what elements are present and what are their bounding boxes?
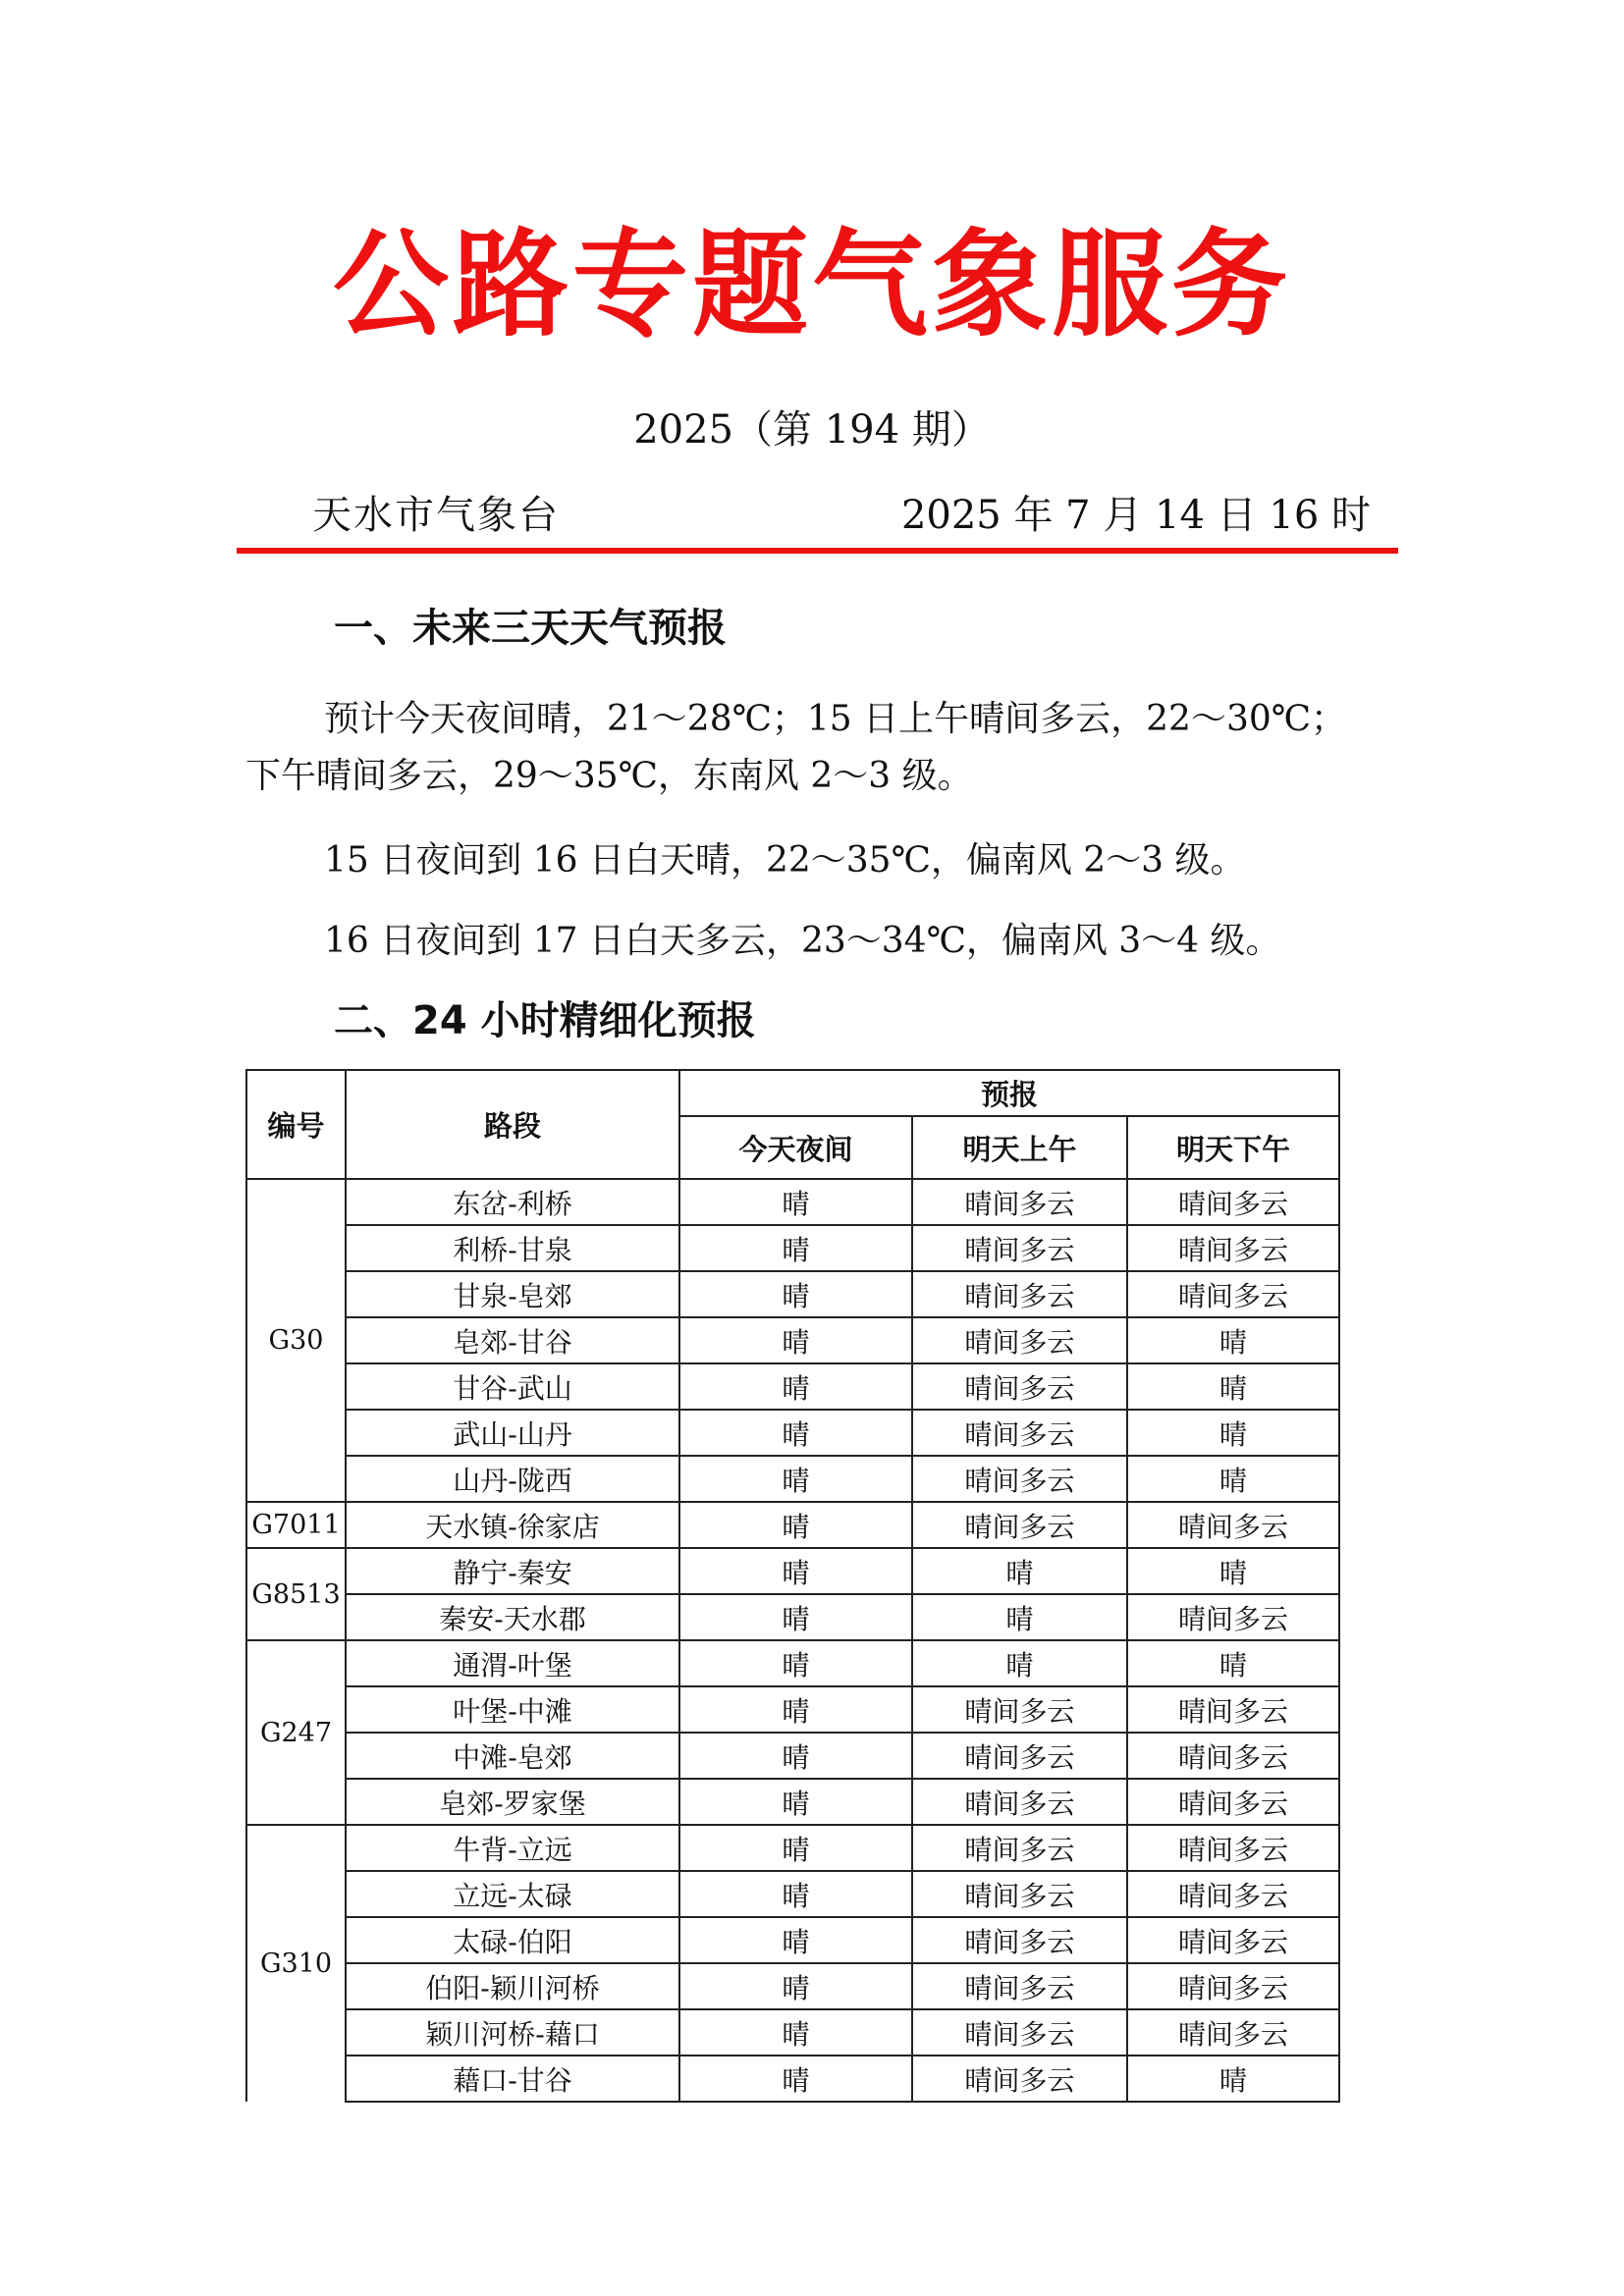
section-heading-24h: 二、24 小时精细化预报 bbox=[334, 998, 756, 1043]
table-row bbox=[246, 1963, 1339, 2009]
header-segment: 路段 bbox=[346, 1070, 679, 1179]
tonight-cell: 晴 bbox=[679, 1363, 912, 1410]
segment-cell: 甘泉-皂郊 bbox=[346, 1271, 679, 1317]
tomorrow-am-cell: 晴间多云 bbox=[912, 1686, 1127, 1733]
tomorrow-pm-cell: 晴间多云 bbox=[1127, 1594, 1339, 1640]
tomorrow-am-cell: 晴间多云 bbox=[912, 1410, 1127, 1456]
header-tomorrow-pm: 明天下午 bbox=[1127, 1116, 1339, 1179]
issuing-organization: 天水市气象台 bbox=[312, 493, 560, 538]
header-tonight: 今天夜间 bbox=[679, 1116, 912, 1179]
table-row bbox=[246, 1779, 1339, 1825]
road-code-cell: G30 bbox=[246, 1179, 346, 1502]
tomorrow-pm-cell: 晴 bbox=[1127, 1456, 1339, 1502]
table-row bbox=[246, 1225, 1339, 1271]
tomorrow-pm-cell: 晴 bbox=[1127, 1548, 1339, 1594]
tomorrow-pm-cell: 晴间多云 bbox=[1127, 1963, 1339, 2009]
forecast-paragraph-day2-text: 15 日夜间到 16 日白天晴，22～35℃，偏南风 2～3 级。 bbox=[324, 840, 1246, 881]
issue-number: 2025（第 194 期） bbox=[633, 407, 991, 453]
tonight-cell: 晴 bbox=[679, 1594, 912, 1640]
road-code-cell: G310 bbox=[246, 1825, 346, 2102]
tonight-cell: 晴 bbox=[679, 1317, 912, 1363]
segment-cell: 藉口-甘谷 bbox=[346, 2056, 679, 2102]
tomorrow-pm-cell: 晴间多云 bbox=[1127, 1686, 1339, 1733]
segment-cell: 武山-山丹 bbox=[346, 1410, 679, 1456]
segment-cell: 立远-太碌 bbox=[346, 1871, 679, 1917]
tomorrow-pm-cell: 晴 bbox=[1127, 2056, 1339, 2102]
tomorrow-am-cell: 晴间多云 bbox=[912, 1363, 1127, 1410]
tomorrow-pm-cell: 晴 bbox=[1127, 1410, 1339, 1456]
tomorrow-am-cell: 晴间多云 bbox=[912, 1179, 1127, 1225]
tonight-cell: 晴 bbox=[679, 2009, 912, 2056]
segment-cell: 天水镇-徐家店 bbox=[346, 1502, 679, 1548]
tomorrow-pm-cell: 晴间多云 bbox=[1127, 1825, 1339, 1871]
table-body bbox=[246, 1179, 1339, 2102]
segment-cell: 利桥-甘泉 bbox=[346, 1225, 679, 1271]
header-forecast: 预报 bbox=[679, 1070, 1339, 1116]
tomorrow-am-cell: 晴间多云 bbox=[912, 1779, 1127, 1825]
table-row bbox=[246, 1410, 1339, 1456]
tomorrow-pm-cell: 晴 bbox=[1127, 1363, 1339, 1410]
segment-cell: 通渭-叶堡 bbox=[346, 1640, 679, 1686]
forecast-paragraph-day3-text: 16 日夜间到 17 日白天多云，23～34℃，偏南风 3～4 级。 bbox=[324, 921, 1281, 961]
road-code-cell: G247 bbox=[246, 1640, 346, 1825]
tomorrow-am-cell: 晴间多云 bbox=[912, 1317, 1127, 1363]
tomorrow-pm-cell: 晴间多云 bbox=[1127, 1871, 1339, 1917]
tomorrow-pm-cell: 晴间多云 bbox=[1127, 1225, 1339, 1271]
tonight-cell: 晴 bbox=[679, 1179, 912, 1225]
tomorrow-am-cell: 晴间多云 bbox=[912, 1963, 1127, 2009]
segment-cell: 牛背-立远 bbox=[346, 1825, 679, 1871]
segment-cell: 太碌-伯阳 bbox=[346, 1917, 679, 1963]
tomorrow-pm-cell: 晴间多云 bbox=[1127, 1502, 1339, 1548]
forecast-paragraph-day3 bbox=[245, 913, 1404, 970]
header-divider bbox=[237, 548, 1398, 554]
tonight-cell: 晴 bbox=[679, 1686, 912, 1733]
tomorrow-pm-cell: 晴间多云 bbox=[1127, 2009, 1339, 2056]
table-row bbox=[246, 2056, 1339, 2102]
table-row bbox=[246, 1502, 1339, 1548]
tomorrow-am-cell: 晴间多云 bbox=[912, 1271, 1127, 1317]
forecast-paragraph-today-line1: 预计今天夜间晴，21～28℃；15 日上午晴间多云，22～30℃； bbox=[324, 699, 1347, 739]
tonight-cell: 晴 bbox=[679, 1871, 912, 1917]
forecast-paragraph-today-line2: 下午晴间多云，29～35℃，东南风 2～3 级。 bbox=[245, 756, 973, 796]
segment-cell: 东岔-利桥 bbox=[346, 1179, 679, 1225]
table-row bbox=[246, 1871, 1339, 1917]
tonight-cell: 晴 bbox=[679, 1640, 912, 1686]
segment-cell: 山丹-陇西 bbox=[346, 1456, 679, 1502]
tomorrow-am-cell: 晴间多云 bbox=[912, 1456, 1127, 1502]
tonight-cell: 晴 bbox=[679, 1963, 912, 2009]
road-code-cell: G7011 bbox=[246, 1502, 346, 1548]
tonight-cell: 晴 bbox=[679, 1456, 912, 1502]
document-title: 公路专题气象服务 bbox=[332, 217, 1291, 352]
segment-cell: 静宁-秦安 bbox=[346, 1548, 679, 1594]
tonight-cell: 晴 bbox=[679, 1410, 912, 1456]
forecast-paragraph-day2 bbox=[245, 832, 1404, 889]
table-row bbox=[246, 2009, 1339, 2056]
tomorrow-pm-cell: 晴间多云 bbox=[1127, 1779, 1339, 1825]
tomorrow-am-cell: 晴间多云 bbox=[912, 1502, 1127, 1548]
tomorrow-am-cell: 晴 bbox=[912, 1640, 1127, 1686]
tomorrow-pm-cell: 晴间多云 bbox=[1127, 1271, 1339, 1317]
tomorrow-am-cell: 晴 bbox=[912, 1594, 1127, 1640]
table-row bbox=[246, 1594, 1339, 1640]
tomorrow-am-cell: 晴间多云 bbox=[912, 2056, 1127, 2102]
tomorrow-am-cell: 晴间多云 bbox=[912, 1225, 1127, 1271]
tonight-cell: 晴 bbox=[679, 1825, 912, 1871]
tomorrow-am-cell: 晴间多云 bbox=[912, 1825, 1127, 1871]
section-heading-three-day: 一、未来三天天气预报 bbox=[334, 606, 727, 651]
tonight-cell: 晴 bbox=[679, 1225, 912, 1271]
segment-cell: 皂郊-甘谷 bbox=[346, 1317, 679, 1363]
table-row bbox=[246, 1179, 1339, 1225]
road-forecast-table bbox=[245, 1069, 1340, 2103]
tonight-cell: 晴 bbox=[679, 1733, 912, 1779]
tonight-cell: 晴 bbox=[679, 1917, 912, 1963]
segment-cell: 伯阳-颖川河桥 bbox=[346, 1963, 679, 2009]
tonight-cell: 晴 bbox=[679, 2056, 912, 2102]
road-code-cell: G8513 bbox=[246, 1548, 346, 1640]
table-row bbox=[246, 1825, 1339, 1871]
segment-cell: 甘谷-武山 bbox=[346, 1363, 679, 1410]
tonight-cell: 晴 bbox=[679, 1271, 912, 1317]
tomorrow-am-cell: 晴间多云 bbox=[912, 2009, 1127, 2056]
header-code: 编号 bbox=[246, 1070, 346, 1179]
segment-cell: 秦安-天水郡 bbox=[346, 1594, 679, 1640]
tonight-cell: 晴 bbox=[679, 1548, 912, 1594]
table-row bbox=[246, 1917, 1339, 1963]
table-row bbox=[246, 1317, 1339, 1363]
table-row bbox=[246, 1363, 1339, 1410]
table-row bbox=[246, 1686, 1339, 1733]
issue-date: 2025 年 7 月 14 日 16 时 bbox=[900, 493, 1371, 538]
header-tomorrow-am: 明天上午 bbox=[912, 1116, 1127, 1179]
tonight-cell: 晴 bbox=[679, 1779, 912, 1825]
tomorrow-pm-cell: 晴 bbox=[1127, 1317, 1339, 1363]
tomorrow-am-cell: 晴间多云 bbox=[912, 1871, 1127, 1917]
segment-cell: 中滩-皂郊 bbox=[346, 1733, 679, 1779]
table-row bbox=[246, 1548, 1339, 1594]
table-row bbox=[246, 1733, 1339, 1779]
segment-cell: 叶堡-中滩 bbox=[346, 1686, 679, 1733]
segment-cell: 皂郊-罗家堡 bbox=[346, 1779, 679, 1825]
tomorrow-am-cell: 晴 bbox=[912, 1548, 1127, 1594]
table-row bbox=[246, 1456, 1339, 1502]
tonight-cell: 晴 bbox=[679, 1502, 912, 1548]
segment-cell: 颖川河桥-藉口 bbox=[346, 2009, 679, 2056]
table-row bbox=[246, 1640, 1339, 1686]
tomorrow-am-cell: 晴间多云 bbox=[912, 1917, 1127, 1963]
tomorrow-pm-cell: 晴间多云 bbox=[1127, 1733, 1339, 1779]
forecast-paragraph-today bbox=[245, 691, 1404, 805]
tomorrow-pm-cell: 晴 bbox=[1127, 1640, 1339, 1686]
tomorrow-pm-cell: 晴间多云 bbox=[1127, 1917, 1339, 1963]
table-row bbox=[246, 1271, 1339, 1317]
tomorrow-am-cell: 晴间多云 bbox=[912, 1733, 1127, 1779]
tomorrow-pm-cell: 晴间多云 bbox=[1127, 1179, 1339, 1225]
